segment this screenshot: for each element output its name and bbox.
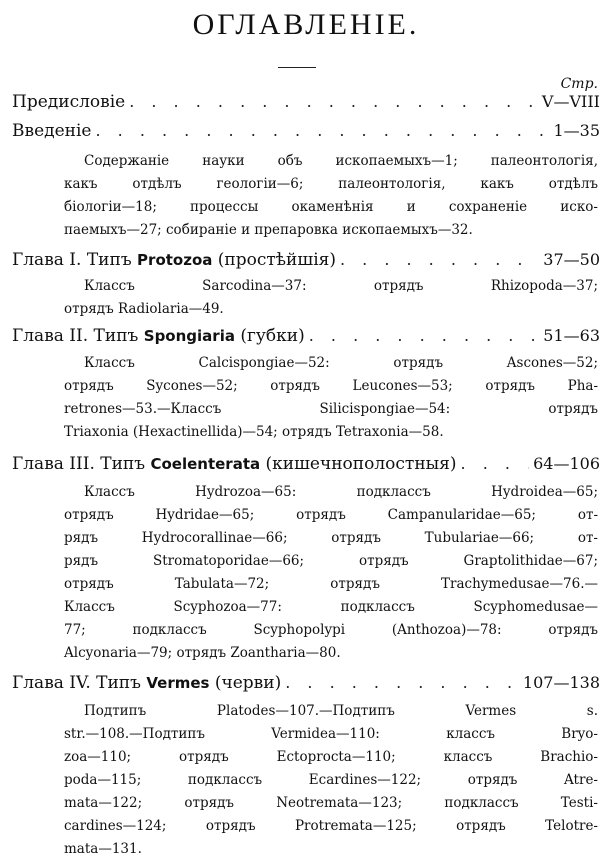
toc-entry-taxon: Protozoa — [137, 251, 213, 269]
toc-subentry-line: рядъ Hydrocorallinae—66; отрядъ Tubulariae—66; от- — [64, 530, 598, 546]
toc-entry-taxon: Coelenterata — [150, 455, 261, 473]
toc-entry-chapter-3 — [12, 454, 600, 474]
toc-entry-label-suffix: (черви) — [214, 673, 282, 693]
toc-subentry-line: zoa—110; отрядъ Ectoprocta—110; классъ Brachio- — [64, 749, 598, 765]
toc-entry-chapter-4 — [12, 673, 600, 693]
toc-entry-pages: 1—35 — [553, 121, 600, 140]
toc-subentry-line: retrones—53.—Классъ Silicispongiae—54: отрядъ — [64, 401, 598, 417]
toc-entry-pages: 107—138 — [522, 673, 600, 692]
page-title: ОГЛАВЛЕНІЕ. — [192, 8, 420, 41]
toc-subentries — [84, 150, 598, 173]
toc-subentries — [84, 700, 598, 723]
toc-subentry-line: 77; подклассъ Scyphopolypi (Anthozoa)—78: отрядъ — [64, 622, 598, 638]
leader-dots — [129, 92, 538, 111]
toc-subentry-line: паемыхъ—27; собираніе и препаровка ископаемыхъ—32. — [64, 222, 473, 238]
toc-entry-label: Введеніе — [12, 121, 92, 141]
toc-subentry-line: poda—115; подклассъ Ecardines—122; отрядъ Atre- — [64, 772, 598, 788]
toc-subentry-line: отрядъ Tabulata—72; отрядъ Trachymedusae—76.— — [64, 576, 598, 592]
leader-dots — [309, 326, 540, 345]
leader-dots — [95, 121, 549, 140]
toc-subentry-line: Alcyonaria—79; отрядъ Zoantharia—80. — [64, 645, 341, 661]
toc-subentries — [84, 275, 598, 298]
toc-entry-introduction — [12, 121, 600, 141]
toc-subentry-line: какъ отдѣлъ геологіи—6; палеонтологія, какъ отдѣлъ — [64, 176, 598, 192]
toc-subentry-line: Классъ Sarcodina—37: отрядъ Rhizopoda—37; — [84, 278, 598, 294]
leader-dots — [340, 250, 539, 269]
toc-subentry-line: отрядъ Radiolaria—49. — [64, 301, 224, 317]
toc-subentry-line: str.—108.—Подтипъ Vermidea—110: классъ Bryo- — [64, 726, 598, 742]
toc-entry-pages: 51—63 — [543, 326, 600, 345]
toc-entry-pages: 64—106 — [533, 454, 600, 473]
toc-entry-label: Предисловіе — [12, 92, 126, 112]
toc-subentry-line: Подтипъ Platodes—107.—Подтипъ Vermes s. — [84, 703, 598, 719]
toc-subentry-line: Классъ Scyphozoa—77: подклассъ Scyphomedusae— — [64, 599, 598, 615]
toc-subentry-line: mata—131. — [64, 841, 142, 857]
toc-entry-label: Глава III. Типъ — [12, 454, 146, 474]
toc-subentries — [64, 298, 598, 321]
toc-entry-label: Глава I. Типъ — [12, 250, 132, 270]
toc-subentry-line: cardines—124; отрядъ Protremata—125; отрядъ Telotre- — [64, 818, 598, 834]
toc-entry-pages: 37—50 — [543, 250, 600, 269]
toc-entry-label: Глава IV. Типъ — [12, 673, 141, 693]
toc-entry-chapter-1 — [12, 250, 600, 270]
toc-subentries — [64, 723, 598, 861]
toc-subentry-line: біологіи—18; процессы окаменѣнія и сохраненіе иско- — [64, 199, 598, 215]
toc-entry-pages: V—VIII — [541, 92, 600, 111]
leader-dots — [461, 454, 530, 473]
toc-subentry-line: Содержаніе науки объ ископаемыхъ—1; палеонтологія, — [84, 153, 598, 169]
toc-subentry-line: отрядъ Sycones—52; отрядъ Leucones—53; отрядъ Pha- — [64, 378, 598, 394]
toc-subentries — [64, 375, 598, 444]
pages-column-header: Стр. — [560, 76, 598, 92]
toc-entry-preface — [12, 92, 600, 112]
leader-dots — [285, 673, 519, 692]
toc-subentry-line: Классъ Hydrozoa—65: подклассъ Hydroidea—65; — [84, 484, 598, 500]
toc-subentry-line: Классъ Calcispongiae—52: отрядъ Ascones—52; — [84, 355, 598, 371]
toc-subentries — [84, 481, 598, 504]
toc-subentry-line: отрядъ Hydridae—65; отрядъ Campanularidae—65; от- — [64, 507, 598, 523]
toc-entry-label-suffix: (простѣйшія) — [217, 250, 336, 270]
toc-entry-chapter-2 — [12, 326, 600, 346]
toc-entry-label: Глава II. Типъ — [12, 326, 139, 346]
toc-subentry-line: mata—122; отрядъ Neotremata—123; подклассъ Testi- — [64, 795, 598, 811]
toc-subentries — [64, 173, 598, 242]
toc-entry-label-suffix: (губки) — [240, 326, 305, 346]
toc-subentries — [64, 504, 598, 665]
toc-subentry-line: рядъ Stromatoporidae—66; отрядъ Graptolithidae—67; — [64, 553, 598, 569]
toc-subentry-line: Triaxonia (Hexactinellida)—54; отрядъ Tetraxonia—58. — [64, 424, 444, 440]
toc-entry-taxon: Spongiaria — [143, 327, 235, 345]
toc-subentries — [84, 352, 598, 375]
toc-entry-taxon: Vermes — [146, 674, 210, 692]
toc-entry-label-suffix: (кишечнополостныя) — [265, 454, 457, 474]
title-divider — [278, 67, 316, 68]
